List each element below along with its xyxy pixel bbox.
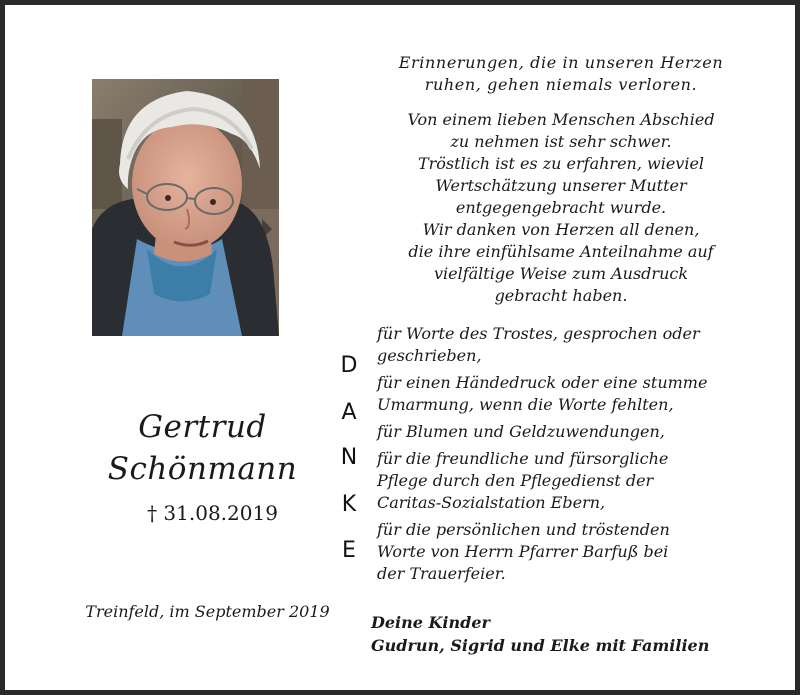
poem-line: Von einem lieben Menschen Abschied (407, 110, 715, 129)
thanks-line: für Blumen und Geldzuwendungen, (377, 422, 665, 441)
poem-line: gebracht haben. (494, 286, 628, 305)
thanks-list (377, 323, 787, 590)
thanks-item (377, 323, 787, 367)
danke-letter-k: K (341, 492, 357, 517)
deceased-last-name: Schönmann (107, 451, 298, 487)
danke-letter-d: D (340, 353, 358, 378)
thanks-line: für die freundliche und fürsorgliche (377, 449, 669, 468)
portrait-photo-icon (92, 79, 279, 336)
place-date: Treinfeld, im September 2019 (85, 602, 330, 621)
danke-letter-n: N (340, 445, 358, 470)
poem-line: zu nehmen ist sehr schwer. (450, 132, 672, 151)
thanks-line: für einen Händedruck oder eine stumme (377, 373, 708, 392)
thanks-item (377, 421, 787, 443)
signature-line: Deine Kinder (371, 613, 490, 632)
thanks-line: Worte von Herrn Pfarrer Barfuß bei (377, 542, 669, 561)
danke-letter-a: A (341, 400, 357, 425)
portrait-photo (92, 79, 279, 336)
death-date: † 31.08.2019 (147, 501, 278, 525)
signature-line: Gudrun, Sigrid und Elke mit Familien (371, 636, 710, 655)
poem-line: entgegengebracht wurde. (455, 198, 667, 217)
thanks-line: der Trauerfeier. (377, 564, 506, 583)
poem-line: Tröstlich ist es zu erfahren, wieviel (417, 154, 705, 173)
thanks-item (377, 519, 787, 585)
thanks-line: geschrieben, (377, 346, 482, 365)
poem-line: Wertschätzung unserer Mutter (435, 176, 687, 195)
danke-letter-e: E (342, 538, 356, 563)
thanks-line: für Worte des Trostes, gesprochen oder (377, 324, 700, 343)
poem-stanza-1 (335, 52, 787, 96)
signature (371, 611, 791, 657)
thanks-item (377, 372, 787, 416)
poem-line: Erinnerungen, die in unseren Herzen (398, 53, 724, 72)
poem-line: vielfältige Weise zum Ausdruck (433, 264, 689, 283)
poem-line: ruhen, gehen niemals verloren. (424, 75, 698, 94)
poem-line: Wir danken von Herzen all denen, (422, 220, 700, 239)
thanks-line: Pflege durch den Pflegedienst der (377, 471, 654, 490)
thanks-line: für die persönlichen und tröstenden (377, 520, 670, 539)
thanks-item (377, 448, 787, 514)
thanks-line: Umarmung, wenn die Worte fehlten, (377, 395, 674, 414)
poem-line: die ihre einfühlsame Anteilnahme auf (408, 242, 714, 261)
poem-stanza-2 (335, 109, 787, 307)
deceased-first-name: Gertrud (138, 409, 267, 445)
thanks-line: Caritas-Sozialstation Ebern, (377, 493, 606, 512)
